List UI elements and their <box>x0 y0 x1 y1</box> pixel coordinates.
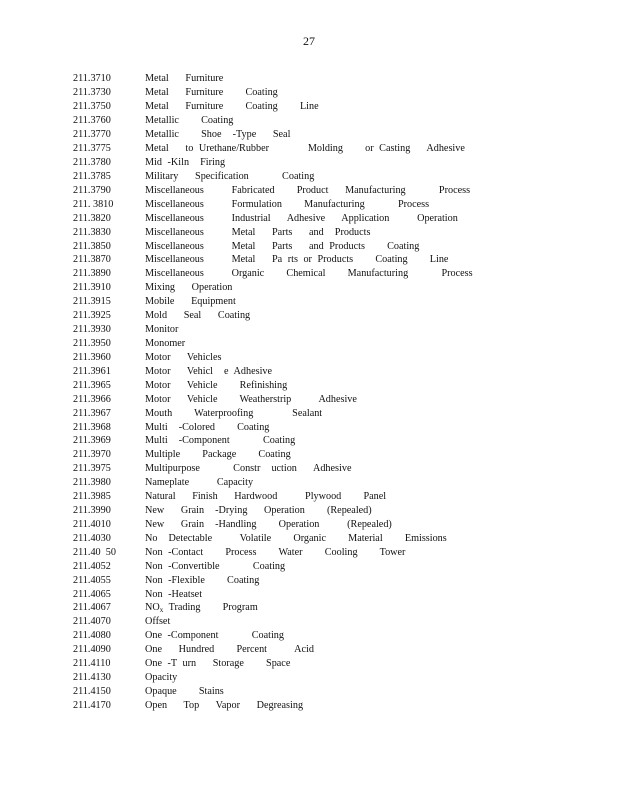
term-text: New Grain -Handling Operation (Repealed) <box>145 518 392 530</box>
term-text: Metal Furniture Coating Line <box>145 101 319 113</box>
term-text: Miscellaneous Metal Parts and Products Coating <box>145 240 420 252</box>
defined-term <box>145 477 253 488</box>
list-item <box>73 587 473 601</box>
term-text: Metallic Shoe -Type Seal <box>145 129 291 141</box>
section-number: 211.3750 <box>73 101 111 113</box>
section-number: 211.3780 <box>73 156 111 168</box>
term-text: One -T urn Storage Space <box>145 658 291 670</box>
defined-term <box>145 658 290 669</box>
term-text: Non -Convertible Coating <box>145 560 286 572</box>
section-number: 211.3775 <box>73 143 111 155</box>
term-text: Metallic Coating <box>145 115 234 127</box>
term-text: Natural Finish Hardwood Plywood Panel <box>145 491 387 503</box>
term-text: One -Component Coating <box>145 630 284 642</box>
term-text: Metal Furniture Coating <box>145 87 278 99</box>
term-text: Open Top Vapor Degreasing <box>145 699 304 711</box>
section-number: 211.4052 <box>73 560 111 572</box>
section-number: 211.3960 <box>73 351 111 363</box>
list-item <box>73 518 473 532</box>
term-text: New Grain -Drying Operation (Repealed) <box>145 505 372 517</box>
section-number: 211.3985 <box>73 491 111 503</box>
list-item <box>73 337 473 351</box>
section-number: 211.3830 <box>73 226 111 238</box>
defined-term <box>145 602 258 614</box>
defined-term <box>145 575 259 586</box>
term-text: Motor Vehicles <box>145 351 222 363</box>
section-number: 211. 3810 <box>73 198 114 210</box>
list-item <box>73 281 473 295</box>
list-item <box>73 406 473 420</box>
list-item <box>73 476 473 490</box>
section-number: 211.3890 <box>73 268 111 280</box>
defined-term <box>145 213 458 224</box>
list-item <box>73 559 473 573</box>
list-item <box>73 100 473 114</box>
section-number: 211.3970 <box>73 449 111 461</box>
defined-term <box>145 115 233 126</box>
term-text: Non -Heatset <box>145 588 203 600</box>
list-item <box>73 295 473 309</box>
term-text: Mobile Equipment <box>145 296 236 308</box>
term-text: Multiple Package Coating <box>145 449 291 461</box>
section-number: 211.3850 <box>73 240 111 252</box>
defined-term <box>145 519 392 530</box>
term-text: Non -Contact Process Water Cooling Tower <box>145 546 406 558</box>
defined-term <box>145 422 269 433</box>
section-number: 211.4010 <box>73 518 111 530</box>
section-number: 211.4030 <box>73 532 111 544</box>
section-number: 211.40 50 <box>73 546 116 558</box>
defined-term <box>145 227 370 238</box>
section-number: 211.3710 <box>73 73 111 85</box>
section-number: 211.4090 <box>73 644 111 656</box>
defined-term <box>145 171 314 182</box>
section-number: 211.4130 <box>73 672 111 684</box>
section-number: 211.3969 <box>73 435 111 447</box>
term-text: Nameplate Capacity <box>145 477 254 489</box>
term-text: Multi -Colored Coating <box>145 421 270 433</box>
section-number: 211.3975 <box>73 463 111 475</box>
subscript: x <box>159 605 164 614</box>
list-item <box>73 253 473 267</box>
defined-term <box>145 324 178 335</box>
list-item <box>73 573 473 587</box>
term-text: No Detectable Volatile Organic Material Emissions <box>145 532 447 544</box>
defined-term <box>145 254 448 265</box>
term-text: Metal to Urethane/Rubber Molding or Casting Adhesive <box>145 143 465 155</box>
section-number: 211.4150 <box>73 686 111 698</box>
term-text: Metal Furniture <box>145 73 224 85</box>
term-text: Multi -Component Coating <box>145 435 296 447</box>
section-number: 211.3990 <box>73 505 111 517</box>
section-number: 211.3870 <box>73 254 111 266</box>
section-number: 211.3950 <box>73 337 111 349</box>
defined-term <box>145 87 278 98</box>
section-number: 211.4065 <box>73 588 111 600</box>
term-text: Miscellaneous Metal Pa rts or Products Coating Line <box>145 254 449 266</box>
defined-term <box>145 547 405 558</box>
section-number: 211.3730 <box>73 87 111 99</box>
list-item <box>73 685 473 699</box>
list-item <box>73 309 473 323</box>
section-number: 211.3910 <box>73 282 111 294</box>
list-item <box>73 197 473 211</box>
term-text: Opaque Stains <box>145 686 224 698</box>
definitions-list <box>73 72 473 712</box>
list-item <box>73 531 473 545</box>
defined-term <box>145 672 177 683</box>
defined-term <box>145 505 372 516</box>
defined-term <box>145 435 295 446</box>
list-item <box>73 462 473 476</box>
list-item <box>73 114 473 128</box>
list-item <box>73 545 473 559</box>
list-item <box>73 323 473 337</box>
section-number: 211.4055 <box>73 574 111 586</box>
defined-term <box>145 449 291 460</box>
section-number: 211.3961 <box>73 365 111 377</box>
term-text: Mold Seal Coating <box>145 310 251 322</box>
defined-term <box>145 199 429 210</box>
list-item <box>73 72 473 86</box>
list-item <box>73 601 473 615</box>
term-text: Miscellaneous Fabricated Product Manufacturing Process <box>145 184 471 196</box>
term-text: Opacity <box>145 672 178 684</box>
term-text: Mid -Kiln Firing <box>145 156 226 168</box>
defined-term <box>145 268 473 279</box>
section-number: 211.3980 <box>73 477 111 489</box>
list-item <box>73 364 473 378</box>
term-text: Military Specification Coating <box>145 170 315 182</box>
term-text: One Hundred Percent Acid <box>145 644 314 656</box>
section-number: 211.4067 <box>73 602 111 614</box>
list-item <box>73 629 473 643</box>
defined-term <box>145 296 236 307</box>
list-item <box>73 434 473 448</box>
defined-term <box>145 352 221 363</box>
list-item <box>73 378 473 392</box>
term-text: Motor Vehicl e Adhesive <box>145 365 273 377</box>
list-item <box>73 657 473 671</box>
section-number: 211.4070 <box>73 616 111 628</box>
term-text: Motor Vehicle Weatherstrip Adhesive <box>145 393 357 405</box>
list-item <box>73 671 473 685</box>
term-text: Miscellaneous Industrial Adhesive Application Operation <box>145 212 458 224</box>
list-item <box>73 225 473 239</box>
defined-term <box>145 73 223 84</box>
section-number: 211.4170 <box>73 699 111 711</box>
list-item <box>73 698 473 712</box>
page-number: 27 <box>303 34 315 48</box>
list-item <box>73 392 473 406</box>
defined-term <box>145 630 284 641</box>
list-item <box>73 615 473 629</box>
defined-term <box>145 463 351 474</box>
term-text: Non -Flexible Coating <box>145 574 260 586</box>
list-item <box>73 350 473 364</box>
section-number: 211.3925 <box>73 310 111 322</box>
list-item <box>73 267 473 281</box>
list-item <box>73 420 473 434</box>
term-text: Miscellaneous Metal Parts and Products <box>145 226 371 238</box>
defined-term <box>145 644 314 655</box>
section-number: 211.3967 <box>73 407 111 419</box>
list-item <box>73 86 473 100</box>
defined-term <box>145 394 357 405</box>
defined-term <box>145 338 185 349</box>
defined-term <box>145 101 319 112</box>
defined-term <box>145 491 386 502</box>
term-text: Miscellaneous Organic Chemical Manufacturing Process <box>145 268 473 280</box>
term-text: NO <box>145 601 160 613</box>
list-item <box>73 448 473 462</box>
term-text: Mouth Waterproofing Sealant <box>145 407 323 419</box>
list-item <box>73 211 473 225</box>
term-text: Monitor <box>145 324 179 336</box>
defined-term <box>145 282 232 293</box>
section-number: 211.3930 <box>73 324 111 336</box>
term-text: Miscellaneous Formulation Manufacturing Process <box>145 198 430 210</box>
defined-term <box>145 129 290 140</box>
term-text: Offset <box>145 616 171 628</box>
list-item <box>73 128 473 142</box>
defined-term <box>145 380 287 391</box>
defined-term <box>145 561 285 572</box>
section-number: 211.3915 <box>73 296 111 308</box>
term-text: Multipurpose Constr uction Adhesive <box>145 463 352 475</box>
term-text: Motor Vehicle Refinishing <box>145 379 288 391</box>
section-number: 211.4110 <box>73 658 111 670</box>
defined-term <box>145 589 202 600</box>
defined-term <box>145 700 303 711</box>
defined-term <box>145 533 447 544</box>
section-number: 211.3770 <box>73 129 111 141</box>
list-item <box>73 142 473 156</box>
section-number: 211.4080 <box>73 630 111 642</box>
term-text: Monomer <box>145 337 186 349</box>
defined-term <box>145 366 272 377</box>
defined-term <box>145 408 322 419</box>
section-number: 211.3820 <box>73 212 111 224</box>
term-text: Mixing Operation <box>145 282 233 294</box>
defined-term <box>145 310 250 321</box>
defined-term <box>145 185 470 196</box>
list-item <box>73 183 473 197</box>
defined-term <box>145 157 225 168</box>
section-number: 211.3785 <box>73 170 111 182</box>
term-text-after: Trading Program <box>163 601 258 613</box>
section-number: 211.3965 <box>73 379 111 391</box>
section-number: 211.3966 <box>73 393 111 405</box>
list-item <box>73 169 473 183</box>
list-item <box>73 490 473 504</box>
list-item <box>73 239 473 253</box>
defined-term <box>145 241 419 252</box>
defined-term <box>145 143 465 154</box>
list-item <box>73 156 473 170</box>
section-number: 211.3790 <box>73 184 111 196</box>
defined-term <box>145 616 170 627</box>
list-item <box>73 504 473 518</box>
section-number: 211.3968 <box>73 421 111 433</box>
list-item <box>73 643 473 657</box>
defined-term <box>145 686 224 697</box>
section-number: 211.3760 <box>73 115 111 127</box>
